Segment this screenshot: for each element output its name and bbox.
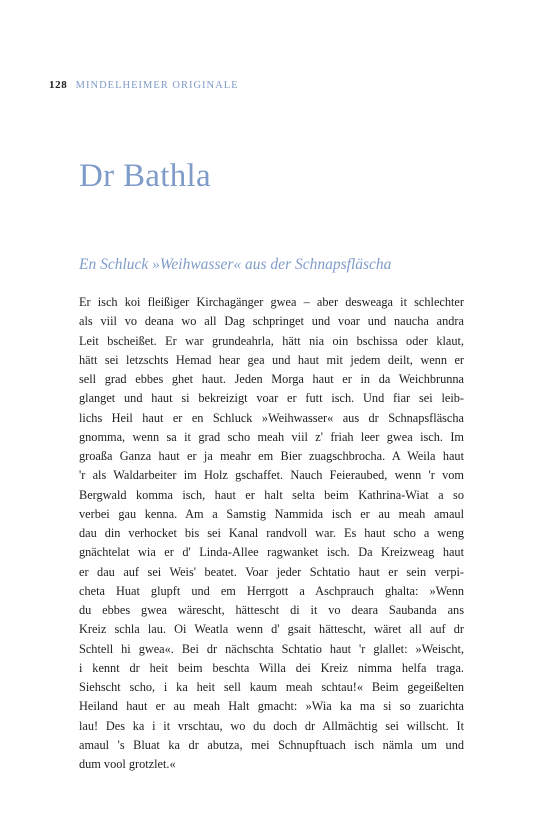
page-number: 128 — [49, 79, 68, 91]
text-line: Er isch koi fleißiger Kirchagänger gwea – aber desweaga it schlechter — [79, 295, 464, 309]
text-line: dau din verhocket bis sei Kanal randvoll war. Es haut scho a weng — [79, 526, 464, 540]
chapter-title: Dr Bathla — [79, 158, 211, 194]
body-text — [79, 293, 464, 774]
text-line: Schtell hi gwea«. Bei dr nächschta Schtatio haut 'r glallet: »Weischt, — [79, 641, 464, 656]
text-line: lichs Heil haut er en Schluck »Weihwasser« aus dr Schnapsfläscha — [79, 410, 464, 425]
text-line: Leit bscheißet. Er war grundeahrla, hätt nia oin bschissa oder klaut, — [79, 333, 464, 348]
text-line: amaul 's Bluat ka dr abutza, mei Schnupftuach isch nämla um und — [79, 737, 464, 752]
text-line: Siehscht scho, i ka heit sell kaum meah schtau!« Beim gegeißelten — [79, 680, 464, 694]
text-line: glanget und haut si bekreizigt voar er futt isch. Und fiar sei leib- — [79, 391, 464, 406]
text-line: Kreiz schla lau. Oi Weatla wenn d' gsait hättescht, wäret all auf dr — [79, 622, 464, 637]
book-title: MINDELHEIMER ORIGINALE — [75, 80, 239, 91]
text-line: sell grad ebbes ghet haut. Jeden Morga haut er in da Weichbrunna — [79, 372, 464, 386]
text-line: gnomma, wenn sa it grad scho meah viil z' friah leer gwea isch. Im — [79, 429, 464, 444]
text-line: groaßa Ganza haut er ja meahr em Bier zuagschbrocha. A Weila haut — [79, 449, 464, 463]
text-line: 'r als Waldarbeiter im Holz gschaffet. Nauch Feieraubed, wenn 'r vom — [79, 468, 464, 483]
text-line: hätt sei letzschts Hemad hear gea und haut mit jedem deilt, wenn er — [79, 352, 464, 367]
text-line: dum vool grotzlet.« — [79, 757, 176, 771]
text-line: Bergwald komma isch, haut er halt selta beim Kathrina-Wiat a so — [79, 487, 464, 502]
text-line: gnächtelat wia er d' Linda-Allee ragwanket isch. Da Kreizweag haut — [79, 545, 464, 560]
text-line: er dau auf sei Weis' beatet. Voar jeder Schtatio haut er sein verpi- — [79, 564, 464, 579]
text-line: verbei gau kenna. Am a Samstig Nammida isch er au meah amaul — [79, 506, 464, 521]
text-line: i kennt dr heit beim beschta Willa dei Kreiz nimma helfa traga. — [79, 660, 464, 675]
text-line: cheta Huat glupft und em Herrgott a Aschprauch ghalta: »Wenn — [79, 583, 464, 598]
running-head — [49, 79, 239, 91]
chapter-subtitle: En Schluck »Weihwasser« aus der Schnapsfläschа — [79, 256, 392, 273]
text-line: du ebbes gwea wärescht, hättescht di it vo deara Saubanda ans — [79, 603, 464, 617]
text-line: als viil vo deana wo all Dag schpringet und voar und naucha andra — [79, 314, 464, 329]
text-line: lau! Des ka i it vrschtau, wo du doch dr Allmächtig sei willscht. It — [79, 718, 464, 733]
text-line: Heiland haut er au meah Halt gmacht: »Wia ka ma si so zuarichta — [79, 699, 464, 714]
